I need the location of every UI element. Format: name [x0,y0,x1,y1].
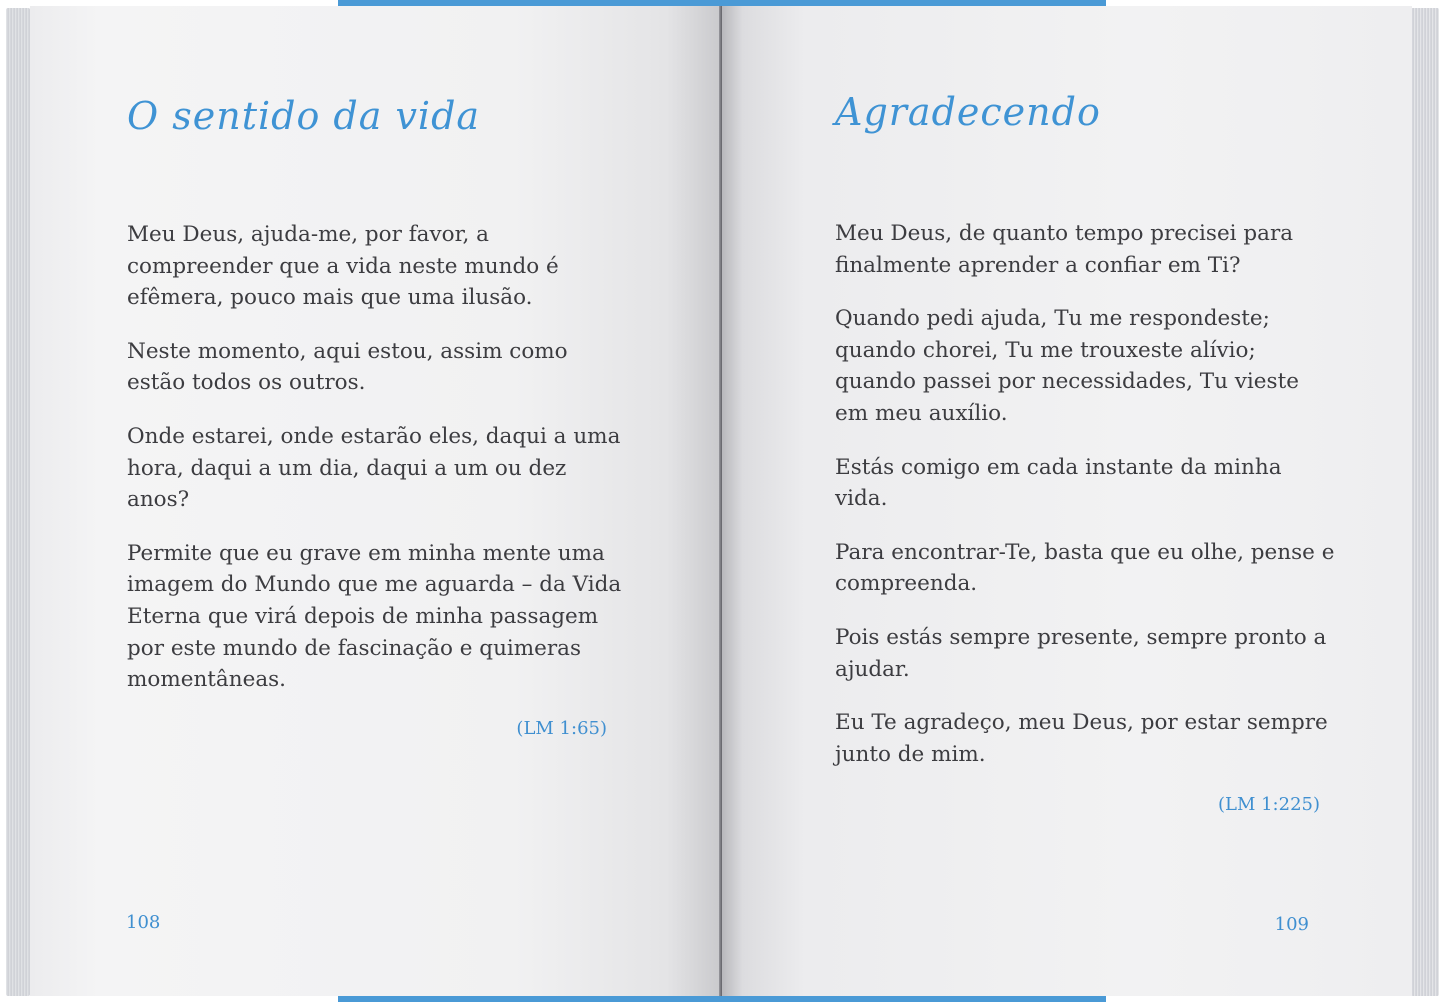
right-paragraph-1: Meu Deus, de quanto tempo precisei para finalmente aprender a confiar em Ti? [835,221,1294,278]
left-page [30,6,722,996]
left-page-stack-edge [6,8,30,996]
right-paragraph-5: Pois estás sempre presente, sempre pronto a ajudar. [835,624,1327,682]
left-paragraph-1: Meu Deus, ajuda-me, por favor, a compreender que a vida neste mundo é efêmera, pouco mais que uma ilusão. [127,222,559,311]
right-page-title: Agradecendo [835,90,1101,134]
right-paragraph-2: Quando pedi ajuda, Tu me respondeste; quando chorei, Tu me trouxeste alívio; quando passei por necessidades, Tu vieste em meu auxílio. [835,306,1299,426]
right-page-reference: (LM 1:225) [1217,794,1320,815]
left-page-body [127,219,627,718]
right-page-body [835,218,1335,792]
right-page-stack-edge [1411,8,1439,996]
right-paragraph-4: Para encontrar-Te, basta que eu olhe, pense e compreenda. [835,539,1335,597]
left-paragraph-4: Permite que eu grave em minha mente uma imagem do Mundo que me aguarda – da Vida Eterna que virá depois de minha passagem por este mundo de fascinação e quimeras momentâneas. [127,540,622,693]
right-page [722,6,1412,996]
left-page-title: O sentido da vida [127,94,481,138]
right-paragraph-3: Estás comigo em cada instante da minha vida. [835,454,1282,512]
book-cover-bottom-edge [338,996,1106,1002]
left-paragraph-2: Neste momento, aqui estou, assim como estão todos os outros. [127,338,568,396]
right-page-number: 109 [1274,914,1309,935]
left-page-reference: (LM 1:65) [516,718,607,739]
right-paragraph-6: Eu Te agradeço, meu Deus, por estar sempre junto de mim. [835,710,1328,767]
left-paragraph-3: Onde estarei, onde estarão eles, daqui a uma hora, daqui a um dia, daqui a um ou dez anos? [127,423,621,513]
left-page-number: 108 [126,912,161,933]
